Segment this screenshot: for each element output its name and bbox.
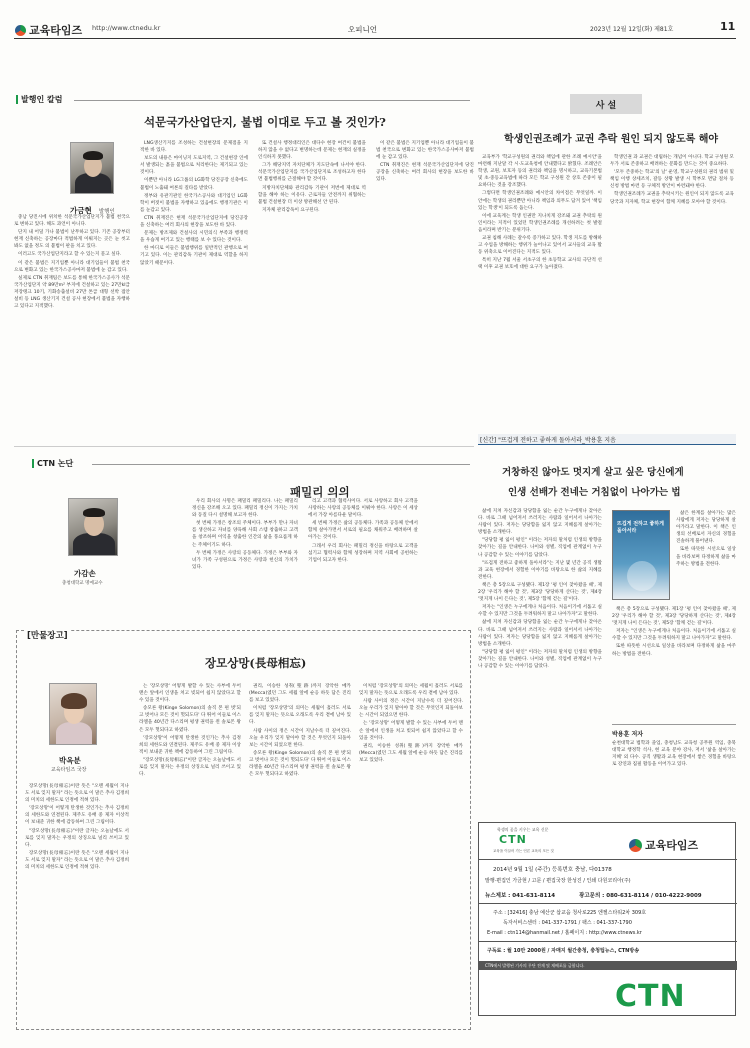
essay-tag: [만물장고] — [27, 631, 68, 641]
brand-logo — [15, 22, 82, 38]
info-subscribe: 구독료 : 월 10만 2000원 / 자매지 월간충청, 충청팁뉴스, CTN방송 — [487, 948, 640, 954]
info-top-line: 학생의 꿈을 키우는 교육 신문 — [497, 827, 549, 832]
essay-body-d: 이처럼 '장모상망'의 의미는 세월이 흘러도 서로를 잊지 말자는 뜻으로 오래도록 우리 곁에 남아 있다. 사람 사이의 정은 시간이 지날수록 더 깊어진다. 오늘 우리가 잊지 말아야 할 것은 무엇인지 되돌아보는 시간이 되었으면 한다. 는 '장모상망' 어떻게 발할 수 있는 사부에 두어 맨손 앞에서 인생을 쳐고 빚되어 쉽지 않았다고 할 수 있을 것이다. 권리, 이승한 성취(聖跡)까지 장악한 메카(Mecca)였던 그도 세월 앞에 순응 하듯 담은 진리를 보고 있었다. — [359, 684, 463, 763]
section-name: 오피니언 — [348, 25, 377, 34]
brand-name: 교육타임즈 — [29, 24, 83, 37]
logo-mark-icon — [15, 25, 26, 36]
publisher-info — [478, 822, 736, 1016]
book-headline-1: 거창하진 않아도 멋지게 살고 싶은 당신에게 — [502, 467, 684, 478]
column-tag-label: 발행인 칼럼 — [21, 95, 63, 104]
essay-body-a: 장모상망(長母相忘)이란 뜻은 "오랜 세월이 지나도 서로 잊지 말자" 라는 뜻으로 이 말은 추사 김정희의 미치의 세한도로 인정에 적혀 있다. '장모상망'이 어떻게 탄생한 것인가는 추사 김정희의 세한도와 연결된다. 제주도 유배 중 제자 이상적이 보내준 귀한 책에 감동하여 그린 그림이다. "장모상망(長母相忘)"이란 글자는 오늘날에도 서로를 잊지 말자는 우정의 상징으로 널리 쓰이고 있다. 장모상망(長母相忘)이란 뜻은 "오랜 세월이 지나도 서로 잊지 말자" 라는 뜻으로 이 말은 추사 김정희의 미치의 세한도로 인정에 적혀 있다. — [25, 784, 129, 871]
author-name: 가감손 — [74, 569, 96, 578]
info-reg: 2014년 9월 1일 (주간) 등록번호 충남, 다01378 — [493, 867, 612, 873]
editorial-headline: 학생인권조례가 교권 추락 원인 되지 않도록 해야 — [504, 134, 719, 145]
tag-bar-icon — [16, 95, 18, 104]
ctn-forum-column — [14, 458, 474, 622]
info-news-tel: 뉴스제보 : 041-631-8114 — [485, 893, 556, 899]
book-divider — [478, 444, 736, 445]
book-sidebar-body: 삶은 한계를 살아가는 많은 사람에게 저자는 당당하게 살아가라고 말한다. 이 책은 인생의 선배로서 자신의 경험을 진솔하게 풀어낸다. 또한 따뜻한 시선으로 일상을 바라보며 다정하게 삶을 마주하는 방법을 전한다. — [676, 511, 736, 567]
author-name: 가금현 발행인 — [70, 206, 115, 215]
editorial-body-a: 교육부가 '학교구성원의 권리와 책임에 관한 조례 예시안'을 마련해 지난달 각 시·도교육청에 안내했다고 밝혔다. 조례안은 학생, 교원, 보호자 등의 권리와 책임을 명시하고, 교육기본법 및 초·중등교육법에 따라 모든 학교 구성원 간 상호 존중이 필요하다는 것을 강조했다. 그렇다면 학생인권조례와 예시안의 차이점은 무엇일까. 이 안에는 학생의 권리뿐만 아니라 책임과 의무도 담겨 있어 '책임있는 학생'이 되도록 돕는다. 이에 교육계는 학생 인권만 지나치게 강조돼 교권 추락의 원인이라는 지적이 있었던 학생인권조례를 개선하려는 첫 발걸음이라며 반기는 분위기다. 교권 침해 사례는 갈수록 증가하고 있다. 학생 지도를 방해하고 수업을 방해하는 행위가 늘어나고 있어서 교사들의 교육 활동 위축으로 이어진다는 지적도 있다. 특히 지난 7월 서울 서초구의 한 초등학교 교사의 극단적 선택 이후 교권 보호에 대한 요구가 높아졌다. — [478, 155, 602, 271]
author-box-title: 박용훈 저자 — [612, 731, 644, 738]
column-body-d: 이 같은 불법은 지기업뿐 아니라 대기업들이 불법 천국으로 변화고 있는 한국가스공사마저 불법에 눈 감고 있다. CTN 취재진은 현재 석문국가산업단지에 당진공장을 신축하는 여러 회사의 현장을 보도한 바 있다. — [376, 141, 474, 183]
book-cover-art — [627, 561, 657, 591]
editorial-body-b: 학생인권 과 교권은 대립하는 개념이 아니다. 학교 구성원 모두가 서로 존중하고 배려하는 문화를 만드는 것이 중요하다. '모두 존중하는 학교'의 날' 운영, 학교구성원의 권리 범위 및 책임 이행 상세조치, 갈등 상황 발생 시 학부모 면담 절차 등 신청 방법 마련 등 구체적 방안이 마련돼야 한다. 학생인권조례가 교권을 추락시키는 원인이 되지 않도록 교육 당국과 지자체, 학교 현장이 함께 지혜를 모아야 할 것이다. — [610, 155, 734, 205]
author-box-text: 순천대학교 법학과 졸업, 충청남도 교육청 공무원 역임, 충북대학교 행정학 석사, 현 교육 분야 강사, 저서 '삶을 살아가는 지혜' 외 다수. 공직 생활과 교육 현장에서 쌓은 경험을 바탕으로 강연과 집필 활동을 이어가고 있다. — [612, 741, 736, 768]
issue-date: 2023년 12월 12일(화) 제81호 — [590, 26, 674, 33]
editorial — [478, 94, 736, 424]
tag-underline — [74, 100, 470, 101]
author-photo — [68, 498, 118, 556]
column-body-b: LNG생산기지를 조성하는 건설현장의 문제점을 지적한 바 있다. 보도의 내용은 마이닝지 도로지역, 그 건설현장 인에서 발생되는 흙을 불법으로 처리한다는 제기되고 있는 것이다. 이뿐만 아니라 LG그룹의 LG화학 당진공장 신축에도 불법이 노출돼 여론의 질타를 받았다. 정부와 유관기관인 한국가스공사와 대기업인 LG화학이 버젓이 불법을 자행하고 있음에도 행정기관은 이를 눈감고 있다. CTN 취재진은 현재 석문국가산업단지에 당진공장을 신축하는 여러 회사의 현장을 보도한 바 있다. 문제는 방조제와 건설사의 시민의식 부족과 행정력을 우습게 여기고 있는 행태를 보 수 있다는 것이다. 한 마디로 이들은 불법행위를 일반적인 관행으로 여기고 있다. 이는 관리감독 기관이 제대로 역할을 하지 않았기 때문이다. — [140, 141, 248, 266]
author-name: 박옥분 — [59, 756, 81, 765]
column-body-a: 충남 당진시에 위치한 석문국가산업단지가 불법 천국으로 변하고 있다. 해도 과언이 아니다. 단지 내 어딜 가나 불법이 난무하고 있다. 기존 공장부터 현재 신축하는 공장마다 적법하게 이뤄지는 곳은 눈 씻고 봐도 없을 정도 의 불법이 판을 치고 있다. 이러고도 국가산업단지라고 할 수 있는지 묻고 싶다. 이 같은 불법은 지기업뿐 아니라 대기업들이 불법 천국으로 변화고 있는 한국가스공사마저 불법에 눈 감고 있다. 실제로 CTN 취재팀은 보도를 통해 한국가스공사가 석문국가산업단지 약 89만m² 부지에 건설하고 있는 27만kl급 저장탱크 10기, 기화송출설비 27만 톤급 대형 선박 접안설비 등 LNG 생산기지 건설 공사 현장에서 불법을 자행하고 있다고 지적했다. — [14, 215, 130, 310]
tag-underline — [92, 464, 470, 465]
author-role: 교육타임즈 국장 — [51, 767, 87, 773]
info-notice: CTN에서 발행된 기사의 무단 전재 및 재배포를 금합니다. — [479, 961, 737, 970]
editorial-tag: 사 설 — [595, 100, 617, 111]
forum-body-a: 우리 회사의 사명은 패밀리 패밀리다. 나는 패밀리 정신을 강조해 오고 있다. 패밀리 정신이 가지는 가치와 동질 다시 설명해 보고자 한다. 첫 번째 가정은 창조의 주체이다. 부부가 만나 자녀를 생산하고 자녀를 양육해 사회 스템 창출하고 고객을 창조하며 이익을 창출한 인간의 삶을 풍요롭게 하는 주체이기도 하다. 두 번째 가정은 사랑의 공동체다. 가정은 부부와 자녀가 가족 구성원으로 가정은 사랑과 헌신의 가치가 있다. — [192, 499, 298, 570]
forum-body-b: 리고 고객과 협력사이다. 서로 사랑하고 회사 고객을 사랑하는 사랑의 공동체를 이뤄야 한다. 사랑은 이 세상에서 가장 아름다운 말이다. 세 번째 가정은 삶의 공동체다. 가족과 공동체 안에서 함께 살아가면서 서로의 필요를 채워주고 배려하며 살아가는 것이다. 그래서 우리 회사는 패밀리 정신을 바탕으로 고객을 섬기고 협력사와 함께 성장하며 지역 사회에 공헌하는 기업이 되고자 한다. — [308, 499, 418, 563]
site-url[interactable]: http://www.ctnedu.kr — [92, 24, 161, 32]
logo-mark-icon — [629, 839, 642, 852]
info-brand: 교육타임즈 — [629, 837, 698, 853]
tag-bar-icon — [32, 459, 34, 468]
essay-body-c: 권리, 이승한 성취(聖跡)까지 장악한 메카(Mecca)였던 그도 세월 앞에 순응 하듯 담은 진리를 보고 있었다. 이처럼 '장모상망'의 의미는 세월이 흘러도 서로를 잊지 말자는 뜻으로 오래도록 우리 곁에 남아 있다. 사람 사이의 정은 시간이 지날수록 더 깊어진다. 오늘 우리가 잊지 말아야 할 것은 무엇인지 되돌아보는 시간이 되었으면 한다. 송모른 왕(Kinge Solomon)의 솔직 본 편 벗'되고 벗어나 모든 것이 헛되도다' 다 뛰어 이들로 이스라엘을 40년간 다스리며 평생 권력을 쥔 솔로몬 왕은 모두 헛되다고 하였다. — [249, 684, 351, 778]
column-headline: 석문국가산업단지, 불법 이대로 두고 볼 것인가? — [144, 115, 386, 129]
essay-body-b: 는 '장모상망' 어떻게 발할 수 있는 사부에 두어 맨손 앞에서 인생을 쳐고 빚되어 쉽지 않았다고 할 수 있을 것이다. 송모른 왕(Kinge Solomon)의 솔직 본 편 벗'되고 벗어나 모든 것이 헛되도다' 다 뛰어 이들로 이스라엘을 40년간 다스리며 평생 권력을 쥔 솔로몬 왕은 모두 헛되다고 하였다. '장모상망'이 어떻게 탄생한 것인가는 추사 김정희의 세한도와 연결된다. 제주도 유배 중 제자 이상적이 보내준 귀한 책에 감동하여 그린 그림이다. "장모상망(長母相忘)"이란 글자는 오늘날에도 서로를 잊지 말자는 우정의 상징으로 널리 쓰이고 있다. — [139, 684, 241, 778]
editorial-tag-box — [570, 94, 642, 114]
masthead — [0, 0, 750, 46]
book-cover — [612, 510, 670, 600]
author-role: 충청대학교 명예교수 — [62, 581, 103, 586]
essay-headline: 장모상망(長母相忘) — [205, 656, 307, 670]
info-ctn-mark: CTN — [499, 833, 527, 846]
info-reader: 독자서비스센터 : 041-337-1791 / 팩스 : 041-337-1790 — [503, 920, 632, 926]
divider-1 — [14, 446, 474, 447]
info-subline: 교육을 이끌어 가는 언론 교육의 모든 것 — [493, 849, 554, 853]
book-cover-title: 뜨겁게 전하고 좋하게 돌아서라 — [617, 521, 664, 534]
author-photo — [49, 683, 97, 745]
forum-tag-label: CTN 논단 — [37, 459, 74, 468]
info-people: 발행·편집인 가금현 / 고문 / 편집국장 한성진 / 인쇄 다원코리아(주) — [485, 878, 631, 884]
publisher-column — [14, 92, 474, 436]
info-ad-tel: 광고문의 : 080-631-8114 / 010-4222-9009 — [579, 893, 702, 899]
column-tag — [16, 94, 62, 105]
book-headline-2: 인생 선배가 전네는 거침없이 나아가는 법 — [508, 487, 681, 498]
info-ctn-logo: CTN — [615, 979, 686, 1014]
info-address: 주소 : [32416] 충남 예산군 삽교읍 청사로225 엔젤스타워2차 309호 — [493, 910, 647, 916]
book-body-a: 삶에 지쳐 자신감과 당당함을 잃는 순간 누구에게나 찾아온다. 바로 그때 넘어져서 쓰러지는 사람과 일어서서 나아가는 사람이 있다. 저자는 당당함을 잃지 않고 지혜롭게 살아가는 방법을 소개한다. "당당함 평 잃이 평인" 이라는 저자의 말처럼 인생의 방향을 찾아가는 길을 안내한다. 나이와 성별, 직업에 관계없이 누구나 공감할 수 있는 이야기를 담았다. "뜨겁게 전하고 좋하게 돌아서라"는 지난 몇 년간 공직 생활과 교육 현장에서 경험한 이야기를 바탕으로 한 삶의 지혜를 전한다. 책은 총 5장으로 구성됐다. 제1장 '평 인이 찾아왔을 때', 제2장 '우리가 해야 할 것', 제3장 '당당하게 산다는 것', 제4장 '멋지게 나이 든다는 것', 제5장 '함께 걷는 길'이다. 저자는 "인생은 누구에게나 처음이다. 처음이기에 서툴고 실수할 수 있지만 그것을 두려워하지 말고 나아가자"고 말한다. 삶에 지쳐 자신감과 당당함을 잃는 순간 누구에게나 찾아온다. 바로 그때 넘어져서 쓰러지는 사람과 일어서서 나아가는 사람이 있다. 저자는 당당함을 잃지 않고 지혜롭게 살아가는 방법을 소개한다. "당당함 평 잃이 평인" 이라는 저자의 말처럼 인생의 방향을 찾아가는 길을 안내한다. 나이와 성별, 직업에 관계없이 누구나 공감할 수 있는 이야기를 담았다. — [478, 509, 602, 669]
author-photo — [70, 142, 114, 194]
book-body-b: 책은 총 5장으로 구성됐다. 제1장 '평 인이 찾아왔을 때', 제2장 '우리가 해야 할 것', 제3장 '당당하게 산다는 것', 제4장 '멋지게 나이 든다는 것', 제5장 '함께 걷는 길'이다. 저자는 "인생은 누구에게나 처음이다. 처음이기에 서툴고 실수할 수 있지만 그것을 두려워하지 말고 나아가자"고 말한다. 또한 따뜻한 시선으로 일상을 바라보며 다정하게 삶을 마주하는 방법을 전한다. — [612, 607, 736, 657]
forum-headline: 패밀리 의의 — [290, 485, 350, 499]
column-body-c: 또 건설사 행정대리인은 대다수 현장 여건이 불법을 하지 않을 수 없다고 변명하는데 문제는 현재의 실정을 인식하지 못했다. 그가 해당지역 자치단체가 지도단속에 나서야 한다. 석문국가산업단지를 국가산업단지로 조성하고자 한다면 불법행위를 근절해야 할 것이다. 지방자치단체와 관리감독 기관이 저번에 제대로 역할을 해야 하는 이유다. 근로자들 안전까지 위협하는 불법 건설현장 더 이상 방관해선 안 된다. 지자체 관리감독이 요구된다. — [258, 141, 366, 213]
info-email[interactable]: E-mail : ctn114@hanmail.net / 홈페이지 : http://www.ctnews.kr — [487, 930, 642, 936]
header-divider — [14, 38, 736, 39]
book-tag: [신간] "뜨겁게 전하고 좋하게 돌아서라_박용훈 지음 — [478, 434, 736, 445]
page-number: 11 — [720, 20, 736, 33]
essay-column — [16, 630, 471, 1030]
forum-tag — [32, 458, 73, 469]
